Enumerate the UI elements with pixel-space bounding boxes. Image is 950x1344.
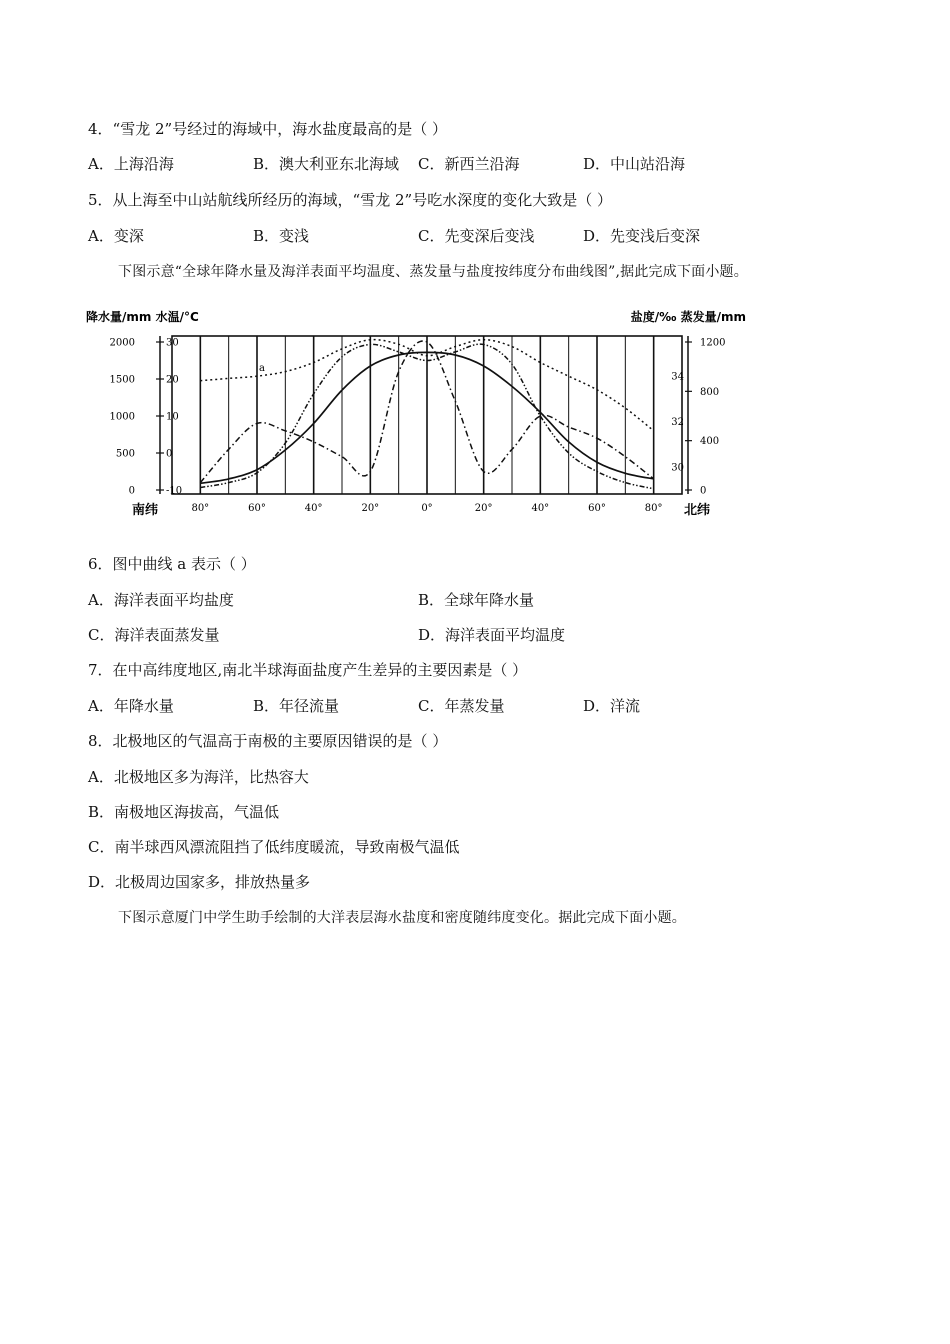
evap-tick-label: 800 (700, 386, 720, 398)
salinity-tick-label: 32 (671, 417, 684, 429)
latitude-tick-label: 60° (588, 503, 606, 514)
latitude-tick-label: 80° (644, 503, 663, 514)
q7-option-b[interactable]: B．年径流量 (253, 697, 340, 715)
left-axis-title: 降水量/mm 水温/°C (86, 310, 199, 324)
q6-option-b[interactable]: B．全球年降水量 (418, 591, 535, 609)
precip-tick-label: 1000 (109, 411, 135, 423)
q6-stem: 6．图中曲线 a 表示（ ） (88, 555, 256, 573)
evap-tick-label: 0 (700, 485, 707, 497)
chart-intro: 下图示意“全球年降水量及海洋表面平均温度、蒸发量与盐度按纬度分布曲线图”,据此完成下面小题。 (118, 264, 748, 280)
precip-tick-label: 0 (128, 485, 135, 497)
salinity-tick-label: 30 (671, 462, 684, 474)
q5-stem: 5．从上海至中山站航线所经历的海域，“雪龙 2”号吃水深度的变化大致是（ ） (88, 191, 612, 209)
temp-tick-label: 30 (166, 337, 179, 349)
temp-tick-label: -10 (166, 485, 183, 497)
salinity-tick-label: 34 (671, 371, 684, 383)
q8-stem: 8．北极地区的气温高于南极的主要原因错误的是（ ） (88, 732, 448, 750)
temp-tick-label: 10 (166, 411, 179, 423)
latitude-tick-label: 60° (248, 503, 266, 514)
curve-a-label: a (259, 363, 265, 375)
evap-tick-label: 400 (700, 436, 720, 448)
q7-option-c[interactable]: C．年蒸发量 (418, 697, 505, 715)
second-chart-intro: 下图示意厦门中学生助手绘制的大洋表层海水盐度和密度随纬度变化。据此完成下面小题。 (118, 910, 686, 926)
precip-tick-label: 1500 (109, 374, 135, 386)
right-axis-title: 盐度/‰ 蒸发量/mm (630, 310, 746, 324)
chart-svg (84, 304, 764, 524)
q8-option-a[interactable]: A．北极地区多为海洋，比热容大 (88, 768, 309, 786)
latitude-tick-label: 20° (474, 503, 493, 514)
precip-tick-label: 2000 (109, 337, 135, 349)
chart-ticks (110, 338, 726, 519)
q6-option-d[interactable]: D．海洋表面平均温度 (418, 626, 566, 644)
latitude-tick-label: 80° (191, 503, 210, 514)
north-latitude-label: 北纬 (684, 503, 711, 518)
q5-option-a[interactable]: A．变深 (88, 227, 144, 245)
latitude-distribution-chart (84, 304, 764, 524)
q7-option-d[interactable]: D．洋流 (583, 697, 641, 715)
q5-option-d[interactable]: D．先变浅后变深 (583, 227, 701, 245)
south-latitude-label: 南纬 (132, 503, 159, 518)
q8-option-b[interactable]: B．南极地区海拔高，气温低 (88, 803, 280, 821)
q4-option-c[interactable]: C．新西兰沿海 (418, 155, 520, 173)
q6-option-a[interactable]: A．海洋表面平均盐度 (88, 591, 234, 609)
q8-option-d[interactable]: D．北极周边国家多，排放热量多 (88, 873, 311, 891)
q4-option-b[interactable]: B．澳大利亚东北海域 (253, 155, 400, 173)
q8-option-c[interactable]: C．南半球西风漂流阻挡了低纬度暖流，导致南极气温低 (88, 838, 460, 856)
precip-tick-label: 500 (115, 448, 135, 460)
q4-option-a[interactable]: A．上海沿海 (88, 155, 174, 173)
q7-option-a[interactable]: A．年降水量 (88, 697, 174, 715)
temp-tick-label: 20 (166, 374, 179, 386)
evap-tick-label: 1200 (700, 337, 726, 349)
latitude-tick-label: 40° (531, 503, 550, 514)
q7-stem: 7．在中高纬度地区,南北半球海面盐度产生差异的主要因素是（ ） (88, 661, 528, 679)
q4-option-d[interactable]: D．中山站沿海 (583, 155, 686, 173)
q5-option-c[interactable]: C．先变深后变浅 (418, 227, 535, 245)
q4-stem: 4．“雪龙 2”号经过的海域中，海水盐度最高的是（ ） (88, 120, 447, 138)
q6-option-c[interactable]: C．海洋表面蒸发量 (88, 626, 220, 644)
latitude-tick-label: 0° (421, 503, 433, 514)
latitude-tick-label: 40° (304, 503, 323, 514)
latitude-tick-label: 20° (361, 503, 380, 514)
q5-option-b[interactable]: B．变浅 (253, 227, 310, 245)
temp-tick-label: 0 (166, 448, 173, 460)
